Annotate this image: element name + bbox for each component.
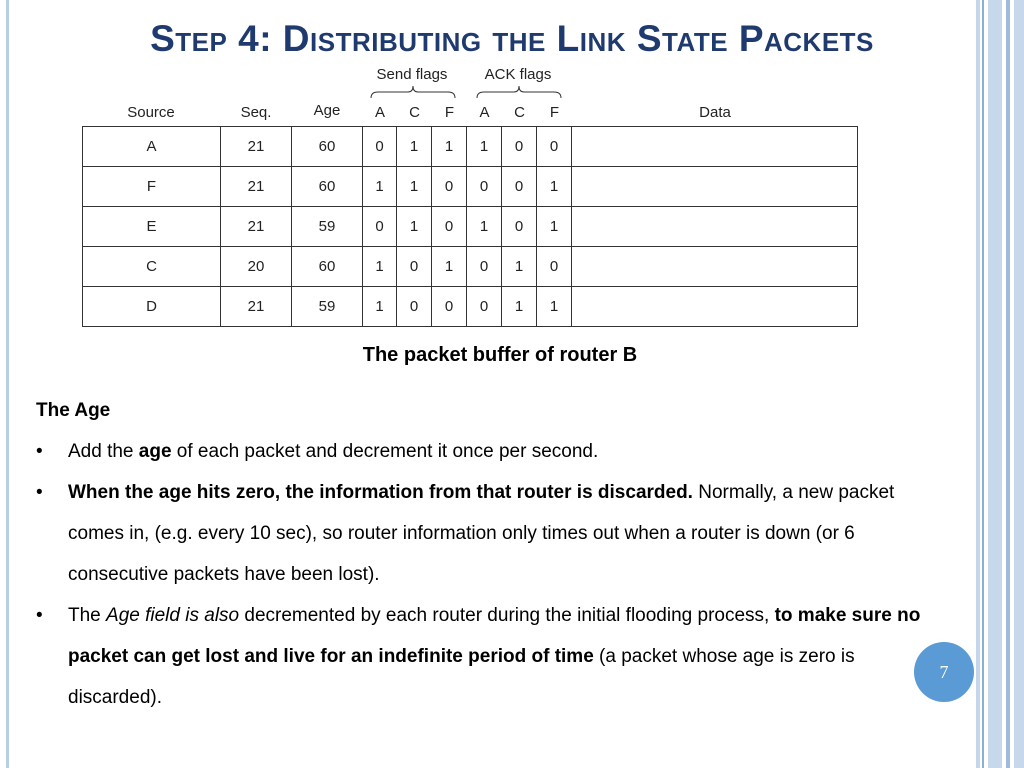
table-cell: 60: [292, 167, 363, 207]
col-header-data: Data: [699, 104, 731, 121]
table-cell: [572, 207, 858, 247]
table-cell: [572, 247, 858, 287]
bullet-item: • When the age hits zero, the information from that router is discarded. Normally, a new packet comes in, (e.g. every 10 sec), so router information only times out when a router is down (or 6 consecutive packets have been lost).: [36, 472, 936, 595]
table-cell: 60: [292, 247, 363, 287]
table-cell: 21: [221, 207, 292, 247]
table-cell: 0: [537, 247, 572, 287]
left-border-decoration: [6, 0, 9, 768]
table-cell: [572, 167, 858, 207]
table-cell: A: [83, 127, 221, 167]
col-header-ack-f: F: [549, 104, 560, 121]
ack-flags-brace: [474, 84, 564, 102]
table-cell: 0: [432, 207, 467, 247]
bullet-item: • Add the age of each packet and decrement it once per second.: [36, 431, 936, 472]
table-cell: 1: [502, 287, 537, 327]
table-cell: C: [83, 247, 221, 287]
table-cell: 1: [432, 247, 467, 287]
bullet-dot-icon: •: [36, 482, 43, 503]
bullet-item: • The Age field is also decremented by each router during the initial flooding process, to make sure no packet can get lost and live for an indefinite period of time (a packet whose age is zero is discarded).: [36, 595, 936, 718]
table-row: [83, 247, 858, 287]
table-cell: 0: [363, 127, 397, 167]
table-cell: 20: [221, 247, 292, 287]
table-cell: 1: [363, 247, 397, 287]
table-cell: 0: [467, 287, 502, 327]
table-cell: [572, 287, 858, 327]
table-cell: 0: [363, 207, 397, 247]
col-header-seq: Seq.: [240, 104, 272, 121]
col-header-ack-c: C: [514, 104, 525, 121]
table-cell: 1: [467, 127, 502, 167]
table-cell: 0: [537, 127, 572, 167]
table-cell: 21: [221, 167, 292, 207]
send-flags-brace: [368, 84, 458, 102]
table-cell: 59: [292, 207, 363, 247]
table-row: [83, 167, 858, 207]
ack-flags-label: ACK flags: [484, 66, 552, 83]
table-cell: 1: [363, 167, 397, 207]
table-cell: 0: [502, 207, 537, 247]
page-number-badge: 7: [914, 642, 974, 702]
table-cell: 1: [502, 247, 537, 287]
table-cell: 21: [221, 287, 292, 327]
table-cell: 0: [467, 247, 502, 287]
table-cell: 0: [502, 167, 537, 207]
table-cell: 1: [537, 207, 572, 247]
table-cell: 59: [292, 287, 363, 327]
packet-buffer-table: [82, 126, 858, 327]
table-cell: 60: [292, 127, 363, 167]
col-header-ack-a: A: [479, 104, 490, 121]
slide-body: [36, 390, 936, 718]
right-stripe-decoration: [976, 0, 1024, 768]
table-cell: E: [83, 207, 221, 247]
table-cell: 1: [537, 167, 572, 207]
table-cell: 0: [397, 247, 432, 287]
col-header-source: Source: [127, 104, 175, 121]
table-row: [83, 207, 858, 247]
table-cell: 1: [397, 207, 432, 247]
table-row: [83, 127, 858, 167]
bullet-dot-icon: •: [36, 605, 43, 626]
section-heading: The Age: [36, 400, 111, 421]
table-cell: 21: [221, 127, 292, 167]
table-cell: 0: [502, 127, 537, 167]
table-cell: 1: [467, 207, 502, 247]
table-caption: The packet buffer of router B: [362, 344, 638, 366]
table-cell: 1: [432, 127, 467, 167]
table-cell: F: [83, 167, 221, 207]
col-header-send-f: F: [444, 104, 455, 121]
table-cell: 0: [397, 287, 432, 327]
col-header-send-a: A: [374, 104, 385, 121]
table-cell: 0: [467, 167, 502, 207]
send-flags-label: Send flags: [376, 66, 448, 83]
table-cell: D: [83, 287, 221, 327]
table-cell: 0: [432, 287, 467, 327]
table-cell: 1: [397, 127, 432, 167]
table-cell: 0: [432, 167, 467, 207]
table-cell: 1: [537, 287, 572, 327]
table-row: [83, 287, 858, 327]
table-cell: 1: [397, 167, 432, 207]
table-cell: [572, 127, 858, 167]
slide-title: Step 4: Distributing the Link State Packets: [150, 18, 874, 59]
col-header-send-c: C: [409, 104, 420, 121]
bullet-dot-icon: •: [36, 441, 43, 462]
col-header-age: Age: [313, 102, 341, 119]
table-cell: 1: [363, 287, 397, 327]
